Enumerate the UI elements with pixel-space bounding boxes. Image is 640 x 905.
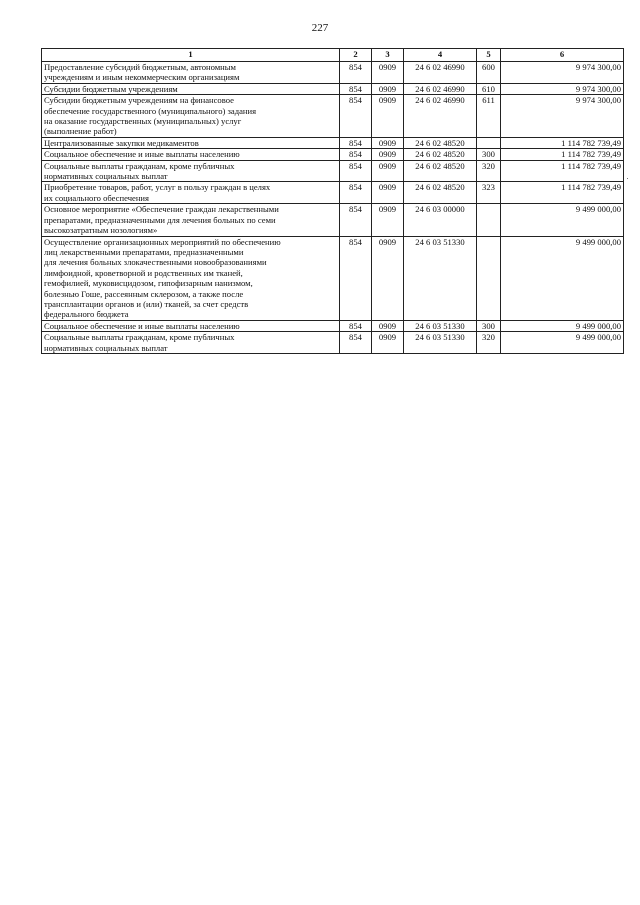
cell-expense-type: 610 bbox=[477, 83, 501, 94]
cell-admin-code: 854 bbox=[340, 236, 372, 320]
cell-amount: 9 499 000,00 bbox=[501, 204, 624, 236]
cell-admin-code: 854 bbox=[340, 137, 372, 148]
cell-target-code: 24 6 02 48520 bbox=[404, 137, 477, 148]
cell-item-name bbox=[42, 204, 340, 236]
cell-target-code: 24 6 02 46990 bbox=[404, 83, 477, 94]
item-name-line: Социальные выплаты гражданам, кроме публичных bbox=[44, 332, 235, 343]
header-col-type: 5 bbox=[477, 49, 501, 62]
table-row bbox=[42, 204, 624, 236]
table-row bbox=[42, 149, 624, 160]
cell-item-name bbox=[42, 62, 340, 84]
cell-section-code: 0909 bbox=[372, 95, 404, 138]
cell-expense-type bbox=[477, 137, 501, 148]
cell-admin-code: 854 bbox=[340, 204, 372, 236]
item-name-line: (выполнение работ) bbox=[44, 126, 117, 137]
cell-target-code: 24 6 02 46990 bbox=[404, 62, 477, 84]
table-row bbox=[42, 236, 624, 320]
table-row bbox=[42, 320, 624, 331]
item-name-line: нормативных социальных выплат bbox=[44, 171, 168, 182]
cell-admin-code: 854 bbox=[340, 332, 372, 354]
item-name-line: гемофилией, муковисцидозом, гипофизарным нанизмом, bbox=[44, 278, 253, 289]
item-name-line: Субсидии бюджетным учреждениям bbox=[44, 83, 178, 94]
table-row bbox=[42, 83, 624, 94]
table-row bbox=[42, 160, 624, 182]
table-row bbox=[42, 332, 624, 354]
cell-target-code: 24 6 03 00000 bbox=[404, 204, 477, 236]
cell-amount: 1 114 782 739,49 bbox=[501, 149, 624, 160]
cell-item-name bbox=[42, 182, 340, 204]
item-name-line: Приобретение товаров, работ, услуг в пользу граждан в целях bbox=[44, 182, 271, 193]
cell-expense-type: 600 bbox=[477, 62, 501, 84]
cell-expense-type: 323 bbox=[477, 182, 501, 204]
item-name-line: Централизованные закупки медикаментов bbox=[44, 137, 199, 148]
cell-target-code: 24 6 02 48520 bbox=[404, 149, 477, 160]
item-name-line: учреждениям и иным некоммерческим организациям bbox=[44, 72, 240, 83]
cell-expense-type: 320 bbox=[477, 160, 501, 182]
cell-amount: 1 114 782 739,49 bbox=[501, 160, 624, 182]
table-header-row bbox=[42, 49, 624, 62]
cell-section-code: 0909 bbox=[372, 182, 404, 204]
cell-amount: 9 974 300,00 bbox=[501, 62, 624, 84]
cell-section-code: 0909 bbox=[372, 204, 404, 236]
cell-expense-type: 320 bbox=[477, 332, 501, 354]
cell-admin-code: 854 bbox=[340, 149, 372, 160]
cell-admin-code: 854 bbox=[340, 320, 372, 331]
cell-item-name bbox=[42, 236, 340, 320]
cell-section-code: 0909 bbox=[372, 83, 404, 94]
cell-item-name bbox=[42, 149, 340, 160]
cell-amount: 9 499 000,00 bbox=[501, 320, 624, 331]
item-name-line: для лечения больных злокачественными новообразованиями bbox=[44, 257, 267, 268]
cell-item-name bbox=[42, 137, 340, 148]
item-name-line: лиц лекарственными препаратами, предназначенными bbox=[44, 246, 244, 257]
cell-target-code: 24 6 03 51330 bbox=[404, 320, 477, 331]
cell-section-code: 0909 bbox=[372, 62, 404, 84]
cell-item-name bbox=[42, 320, 340, 331]
cell-item-name bbox=[42, 95, 340, 138]
item-name-line: Социальные выплаты гражданам, кроме публичных bbox=[44, 160, 235, 171]
item-name-line: Субсидии бюджетным учреждениям на финансовое bbox=[44, 95, 234, 106]
item-name-line: нормативных социальных выплат bbox=[44, 342, 168, 353]
item-name-line: Предоставление субсидий бюджетным, автономным bbox=[44, 62, 236, 72]
header-col-amount: 6 bbox=[501, 49, 624, 62]
item-name-line: Основное мероприятие «Обеспечение граждан лекарственными bbox=[44, 204, 279, 215]
item-name-line: Осуществление организационных мероприятий по обеспечению bbox=[44, 236, 281, 247]
item-name-line: высокозатратным нозологиям» bbox=[44, 225, 158, 236]
cell-target-code: 24 6 02 48520 bbox=[404, 182, 477, 204]
cell-admin-code: 854 bbox=[340, 95, 372, 138]
item-name-line: их социального обеспечения bbox=[44, 192, 149, 203]
header-col-admin: 2 bbox=[340, 49, 372, 62]
item-name-line: лимфоидной, кроветворной и родственных им тканей, bbox=[44, 267, 243, 278]
cell-item-name bbox=[42, 83, 340, 94]
cell-target-code: 24 6 03 51330 bbox=[404, 236, 477, 320]
item-name-line: трансплантации органов и (или) тканей, за счет средств bbox=[44, 298, 249, 309]
cell-section-code: 0909 bbox=[372, 320, 404, 331]
item-name-line: на оказание государственных (муниципальных) услуг bbox=[44, 116, 242, 127]
cell-admin-code: 854 bbox=[340, 62, 372, 84]
item-name-line: Социальное обеспечение и иные выплаты населению bbox=[44, 149, 240, 160]
budget-table bbox=[41, 48, 624, 354]
cell-expense-type: 300 bbox=[477, 320, 501, 331]
cell-amount: 9 974 300,00 bbox=[501, 95, 624, 138]
cell-admin-code: 854 bbox=[340, 182, 372, 204]
item-name-line: обеспечение государственного (муниципального) задания bbox=[44, 105, 257, 116]
table-row bbox=[42, 62, 624, 84]
scan-speck bbox=[627, 178, 628, 179]
cell-amount: 9 974 300,00 bbox=[501, 83, 624, 94]
cell-target-code: 24 6 02 46990 bbox=[404, 95, 477, 138]
cell-expense-type: 611 bbox=[477, 95, 501, 138]
cell-section-code: 0909 bbox=[372, 160, 404, 182]
item-name-line: федерального бюджета bbox=[44, 309, 129, 320]
cell-section-code: 0909 bbox=[372, 236, 404, 320]
cell-item-name bbox=[42, 332, 340, 354]
item-name-line: болезнью Гоше, рассеянным склерозом, а также после bbox=[44, 288, 244, 299]
item-name-line: препаратами, предназначенными для лечения больных по семи bbox=[44, 214, 276, 225]
header-col-name: 1 bbox=[42, 49, 340, 62]
item-name-line: Социальное обеспечение и иные выплаты населению bbox=[44, 320, 240, 331]
cell-amount: 1 114 782 739,49 bbox=[501, 137, 624, 148]
table-row bbox=[42, 182, 624, 204]
cell-amount: 9 499 000,00 bbox=[501, 236, 624, 320]
table-row bbox=[42, 137, 624, 148]
cell-target-code: 24 6 02 48520 bbox=[404, 160, 477, 182]
cell-amount: 9 499 000,00 bbox=[501, 332, 624, 354]
cell-expense-type: 300 bbox=[477, 149, 501, 160]
header-col-section: 3 bbox=[372, 49, 404, 62]
cell-admin-code: 854 bbox=[340, 83, 372, 94]
table-row bbox=[42, 95, 624, 138]
table-body bbox=[42, 62, 624, 354]
cell-section-code: 0909 bbox=[372, 149, 404, 160]
cell-section-code: 0909 bbox=[372, 332, 404, 354]
cell-amount: 1 114 782 739,49 bbox=[501, 182, 624, 204]
header-col-target: 4 bbox=[404, 49, 477, 62]
cell-admin-code: 854 bbox=[340, 160, 372, 182]
cell-expense-type bbox=[477, 204, 501, 236]
cell-expense-type bbox=[477, 236, 501, 320]
cell-target-code: 24 6 03 51330 bbox=[404, 332, 477, 354]
cell-section-code: 0909 bbox=[372, 137, 404, 148]
cell-item-name bbox=[42, 160, 340, 182]
page-number: 227 bbox=[311, 22, 329, 34]
